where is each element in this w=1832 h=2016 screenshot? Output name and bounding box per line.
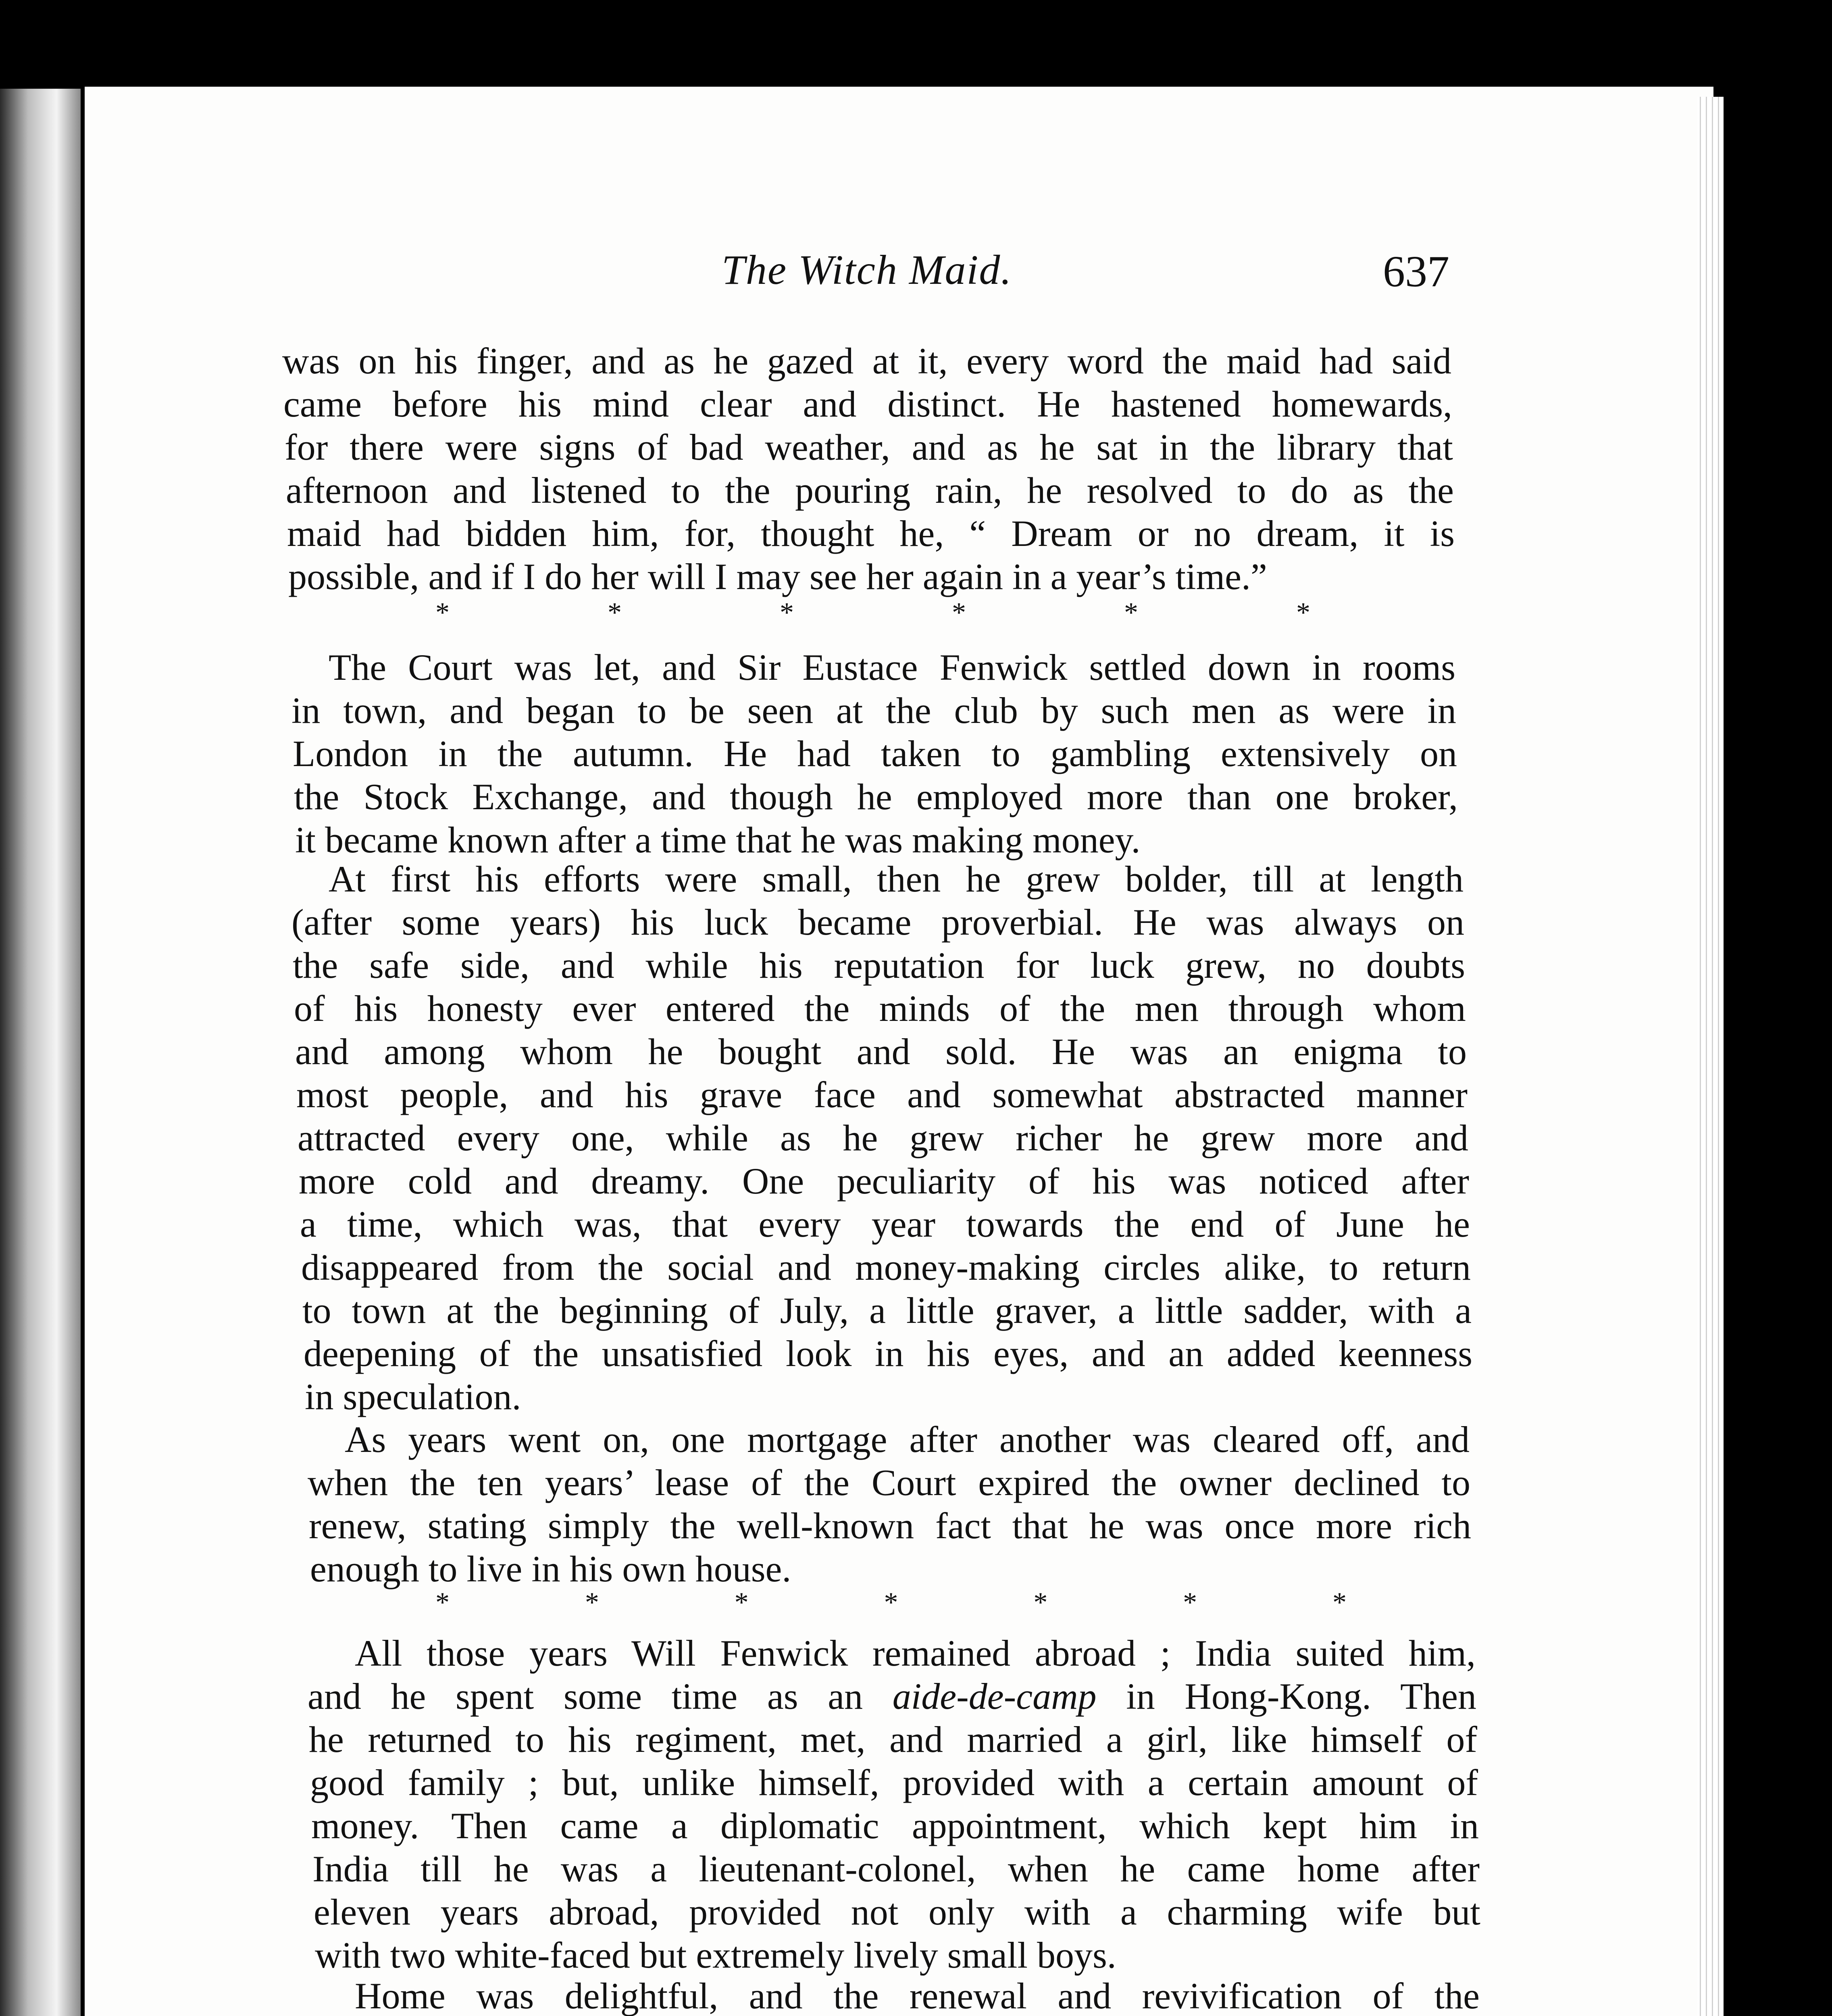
text-line: was on his finger, and as he gazed at it, every word the maid had said — [282, 340, 1451, 381]
text-line: in speculation. — [305, 1376, 521, 1417]
asterisk: * — [1124, 597, 1138, 628]
text-line: and among whom he bought and sold. He was an enigma to — [295, 1031, 1467, 1072]
text-line: for there were signs of bad weather, and as he sat in the library that — [285, 427, 1453, 468]
text-line: it became known after a time that he was making money. — [295, 819, 1141, 860]
text-line: he returned to his regiment, met, and married a girl, like himself of — [309, 1719, 1477, 1760]
asterisk: * — [1296, 597, 1310, 628]
running-title: The Witch Maid. — [722, 247, 1012, 293]
text-line: more cold and dreamy. One peculiarity of his was noticed after — [299, 1160, 1469, 1202]
asterisk: * — [1183, 1587, 1197, 1618]
text-line: money. Then came a diplomatic appointment, which kept him in — [311, 1805, 1479, 1846]
text-line: good family ; but, unlike himself, provided with a certain amount of — [310, 1762, 1478, 1803]
text-line: of his honesty ever entered the minds of the men through whom — [294, 988, 1466, 1029]
text-line: afternoon and listened to the pouring rain, he resolved to do as the — [286, 470, 1454, 511]
text-line: London in the autumn. He had taken to gambling extensively on — [293, 733, 1457, 774]
text-line: most people, and his grave face and somewhat abstracted manner — [296, 1074, 1468, 1115]
section-break — [435, 1587, 1347, 1618]
text-line: came before his mind clear and distinct. He hastened homewards, — [283, 383, 1452, 425]
text-line: renew, stating simply the well-known fact that he was once more rich — [309, 1505, 1471, 1546]
text-line: India till he was a lieutenant-colonel, when he came home after — [312, 1848, 1480, 1889]
text-line: Home was delightful, and the renewal and revivification of the — [355, 1975, 1480, 2016]
asterisk: * — [952, 597, 966, 628]
text-line: disappeared from the social and money-making circles alike, to return — [301, 1247, 1471, 1288]
text-line: possible, and if I do her will I may see her again in a year’s time.” — [288, 556, 1267, 597]
text-line: to town at the beginning of July, a little graver, a little sadder, with a — [302, 1290, 1472, 1331]
asterisk: * — [608, 597, 622, 628]
text-line: All those years Will Fenwick remained abroad ; India suited him, — [355, 1633, 1476, 1674]
text-line: maid had bidden him, for, thought he, “ Dream or no dream, it is — [287, 513, 1455, 554]
text-line: the safe side, and while his reputation for luck grew, no doubts — [293, 945, 1465, 986]
text-line: eleven years abroad, provided not only with a charming wife but — [314, 1891, 1480, 1933]
text-line: At first his efforts were small, then he grew bolder, till at length — [329, 858, 1464, 900]
page-number: 637 — [1383, 247, 1449, 296]
text-line: and he spent some time as an aide-de-camp in Hong-Kong. Then — [308, 1676, 1476, 1717]
asterisk: * — [1033, 1587, 1048, 1618]
text-line: when the ten years’ lease of the Court expired the owner declined to — [308, 1462, 1470, 1503]
running-header — [0, 246, 1832, 306]
section-break — [435, 597, 1310, 628]
asterisk: * — [1332, 1587, 1347, 1618]
text-line: the Stock Exchange, and though he employed more than one broker, — [294, 776, 1458, 817]
text-line: attracted every one, while as he grew richer he grew more and — [298, 1117, 1468, 1158]
text-line: deepening of the unsatisfied look in his eyes, and an added keenness — [304, 1333, 1472, 1374]
text-line: As years went on, one mortgage after another was cleared off, and — [345, 1419, 1470, 1460]
text-line: The Court was let, and Sir Eustace Fenwick settled down in rooms — [329, 647, 1455, 688]
asterisk: * — [780, 597, 794, 628]
asterisk: * — [435, 597, 450, 628]
text-line: a time, which was, that every year towards the end of June he — [300, 1204, 1470, 1245]
asterisk: * — [884, 1587, 898, 1618]
text-line: in town, and began to be seen at the club by such men as were in — [291, 690, 1456, 731]
text-line: with two white-faced but extremely lively small boys. — [315, 1935, 1116, 1976]
text-line: (after some years) his luck became proverbial. He was always on — [291, 902, 1464, 943]
asterisk: * — [734, 1587, 749, 1618]
italic-phrase: aide-de-camp — [892, 1676, 1097, 1717]
asterisk: * — [585, 1587, 599, 1618]
text-line: enough to live in his own house. — [310, 1548, 791, 1589]
asterisk: * — [435, 1587, 450, 1618]
